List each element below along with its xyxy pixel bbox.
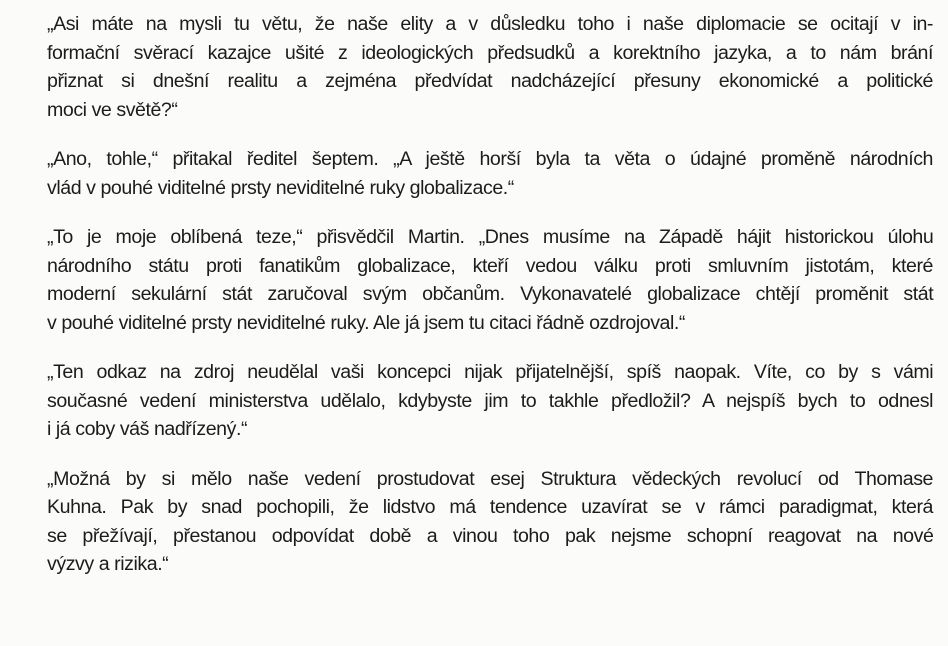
text-line: „Ano, tohle,“ přitakal ředitel šeptem. „A ještě horší byla ta věta o údajné proměně národních	[47, 148, 933, 170]
text-line: se přežívají, přestanou odpovídat době a vinou toho pak nejsme schopní reagovat na nové	[47, 524, 934, 547]
paragraph-5	[47, 465, 933, 579]
text-line: vlád v pouhé viditelné prsty neviditelné ruky globalizace.“	[47, 176, 514, 199]
text-line: „Asi máte na mysli tu větu, že naše elity a v důsledku toho i naše diplomacie se ocitají v in-	[47, 13, 933, 35]
text-line: formační svěrací kazajce ušité z ideologických předsudků a korektního jazyka, a to nám brání	[47, 41, 933, 64]
paragraph-3	[47, 223, 933, 337]
text-line: „Ten odkaz na zdroj neudělal vaši koncepci nijak přijatelnější, spíš naopak. Víte, co by s vámi	[47, 361, 934, 383]
text-line: moderní sekulární stát zaručoval svým občanům. Vykonavatelé globalizace chtějí proměnit stát	[47, 283, 934, 305]
paragraph-2	[47, 145, 933, 202]
paragraph-4	[47, 358, 933, 444]
text-line: i já coby váš nadřízený.“	[47, 418, 248, 440]
text-line: „Možná by si mělo naše vedení prostudovat esej Struktura vědeckých revolucí od Thomase	[47, 467, 933, 490]
text-line: „To je moje oblíbená teze,“ přisvědčil Martin. „Dnes musíme na Západě hájit historickou úlohu	[47, 226, 934, 248]
text-line: v pouhé viditelné prsty neviditelné ruky. Ale já jsem tu citaci řádně ozdrojoval.“	[47, 311, 685, 334]
text-line: národního státu proti fanatikům globalizace, kteří vedou válku proti smluvním jistotám, které	[47, 254, 933, 277]
text-line: moci ve světě?“	[47, 98, 178, 121]
text-line: současné vedení ministerstva udělalo, kdybyste jim to takhle předložil? A nejspíš bych to odnesl	[47, 389, 933, 412]
paragraph-1	[47, 10, 933, 124]
text-line: přiznat si dnešní realitu a zejména předvídat nadcházející přesuny ekonomické a politické	[47, 70, 933, 92]
text-line: Kuhna. Pak by snad pochopili, že lidstvo má tendence uzavírat se v rámci paradigmat, která	[47, 496, 933, 518]
body-text	[47, 10, 933, 600]
text-line: výzvy a rizika.“	[47, 553, 169, 575]
